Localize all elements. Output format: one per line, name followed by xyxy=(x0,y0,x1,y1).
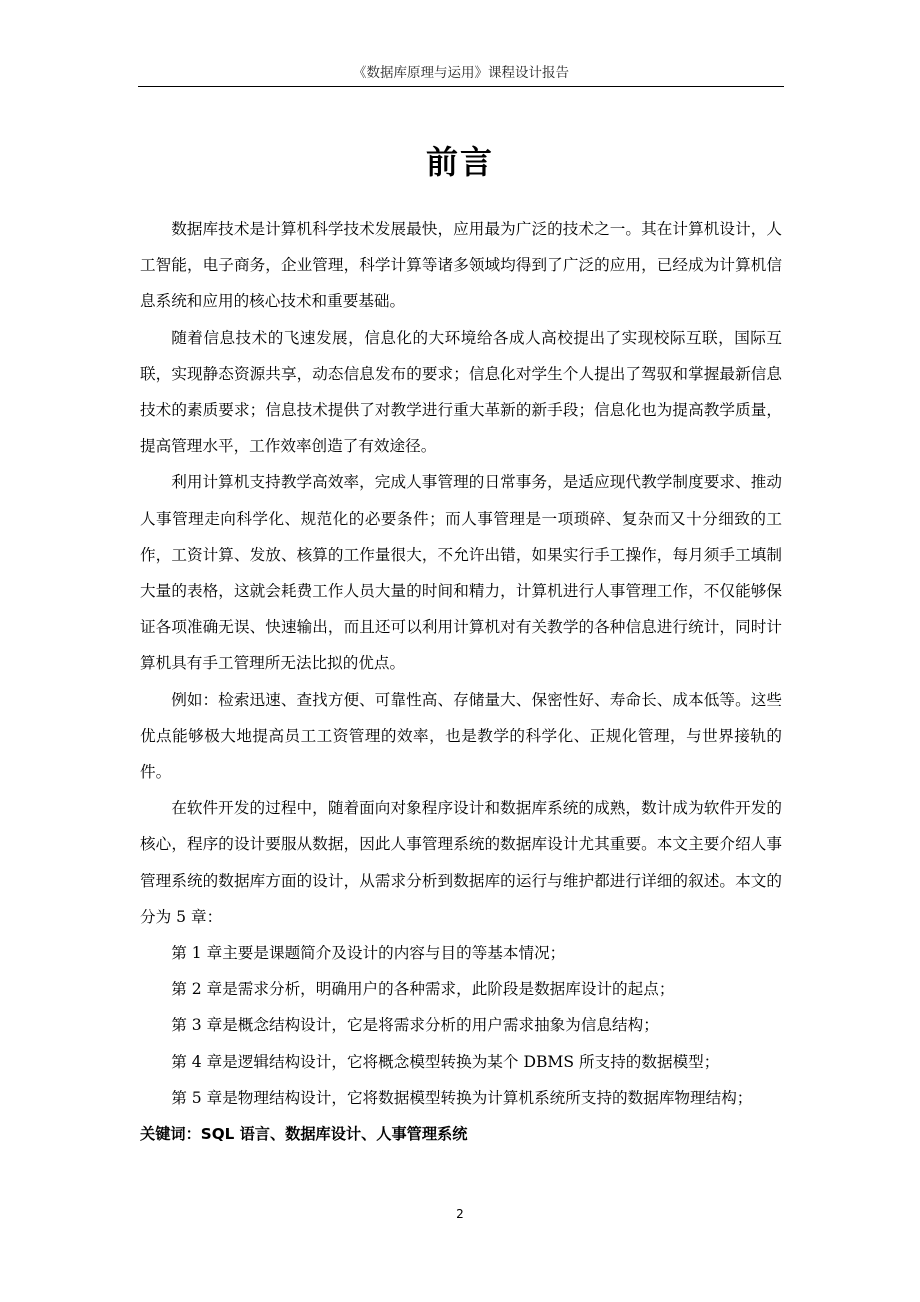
chapter-4-summary: 第 4 章是逻辑结构设计，它将概念模型转换为某个 DBMS 所支持的数据模型； xyxy=(171,1052,720,1071)
paragraph-advantages: 例如：检索迅速、查找方便、可靠性高、存储量大、保密性好、寿命长、成本低等。这些优点能够极大地提高员工工资管理的效率，也是教学的科学化、正规化管理，与世界接轨的件。 xyxy=(140,690,782,782)
chapter-1-summary: 第 1 章主要是课题简介及设计的内容与目的等基本情况； xyxy=(171,944,566,963)
paragraph-hr-management: 利用计算机支持教学高效率，完成人事管理的日常事务，是适应现代教学制度要求、推动人事管理走向科学化、规范化的必要条件；而人事管理是一项琐碎、复杂而又十分细致的工作，工资计算、发放、核算的工作量很大，不允许出错，如果实行手工操作，每月须手工填制大量的表格，这就会耗费工作人员大量的时间和精力，计算机进行人事管理工作，不仅能够保证各项准确无误、快速输出，而且还可以利用计算机对有关教学的各种信息进行统计，同时计算机具有手工管理所无法比拟的优点。 xyxy=(140,473,782,673)
paragraph-informatization: 随着信息技术的飞速发展，信息化的大环境给各成人高校提出了实现校际互联，国际互联，实现静态资源共享，动态信息发布的要求；信息化对学生个人提出了驾驭和掌握最新信息技术的素质要求；信息技术提供了对教学进行重大革新的新手段；信息化也为提高教学质量，提高管理水平，工作效率创造了有效途径。 xyxy=(140,328,782,456)
page-title: 前言 xyxy=(425,143,494,181)
chapter-5-summary: 第 5 章是物理结构设计，它将数据模型转换为计算机系统所支持的数据库物理结构； xyxy=(171,1088,753,1107)
body-text xyxy=(140,211,782,1152)
keywords-line: 关键词：SQL 语言、数据库设计、人事管理系统 xyxy=(140,1125,468,1144)
page-number: 2 xyxy=(456,1207,464,1221)
chapter-2-summary: 第 2 章是需求分析，明确用户的各种需求，此阶段是数据库设计的起点； xyxy=(171,980,675,999)
paragraph-overview: 在软件开发的过程中，随着面向对象程序设计和数据库系统的成熟，数计成为软件开发的核心，程序的设计要服从数据，因此人事管理系统的数据库设计尤其重要。本文主要介绍人事管理系统的数据库方面的设计，从需求分析到数据库的运行与维护都进行详细的叙述。本文的分为 5 章： xyxy=(140,799,782,926)
running-header: 《数据库原理与运用》课程设计报告 xyxy=(353,65,569,81)
header-rule xyxy=(138,86,784,87)
paragraph-intro: 数据库技术是计算机科学技术发展最快，应用最为广泛的技术之一。其在计算机设计，人工智能，电子商务，企业管理，科学计算等诸多领域均得到了广泛的应用，已经成为计算机信息系统和应用的核心技术和重要基础。 xyxy=(140,220,782,311)
chapter-3-summary: 第 3 章是概念结构设计，它是将需求分析的用户需求抽象为信息结构； xyxy=(171,1016,659,1035)
